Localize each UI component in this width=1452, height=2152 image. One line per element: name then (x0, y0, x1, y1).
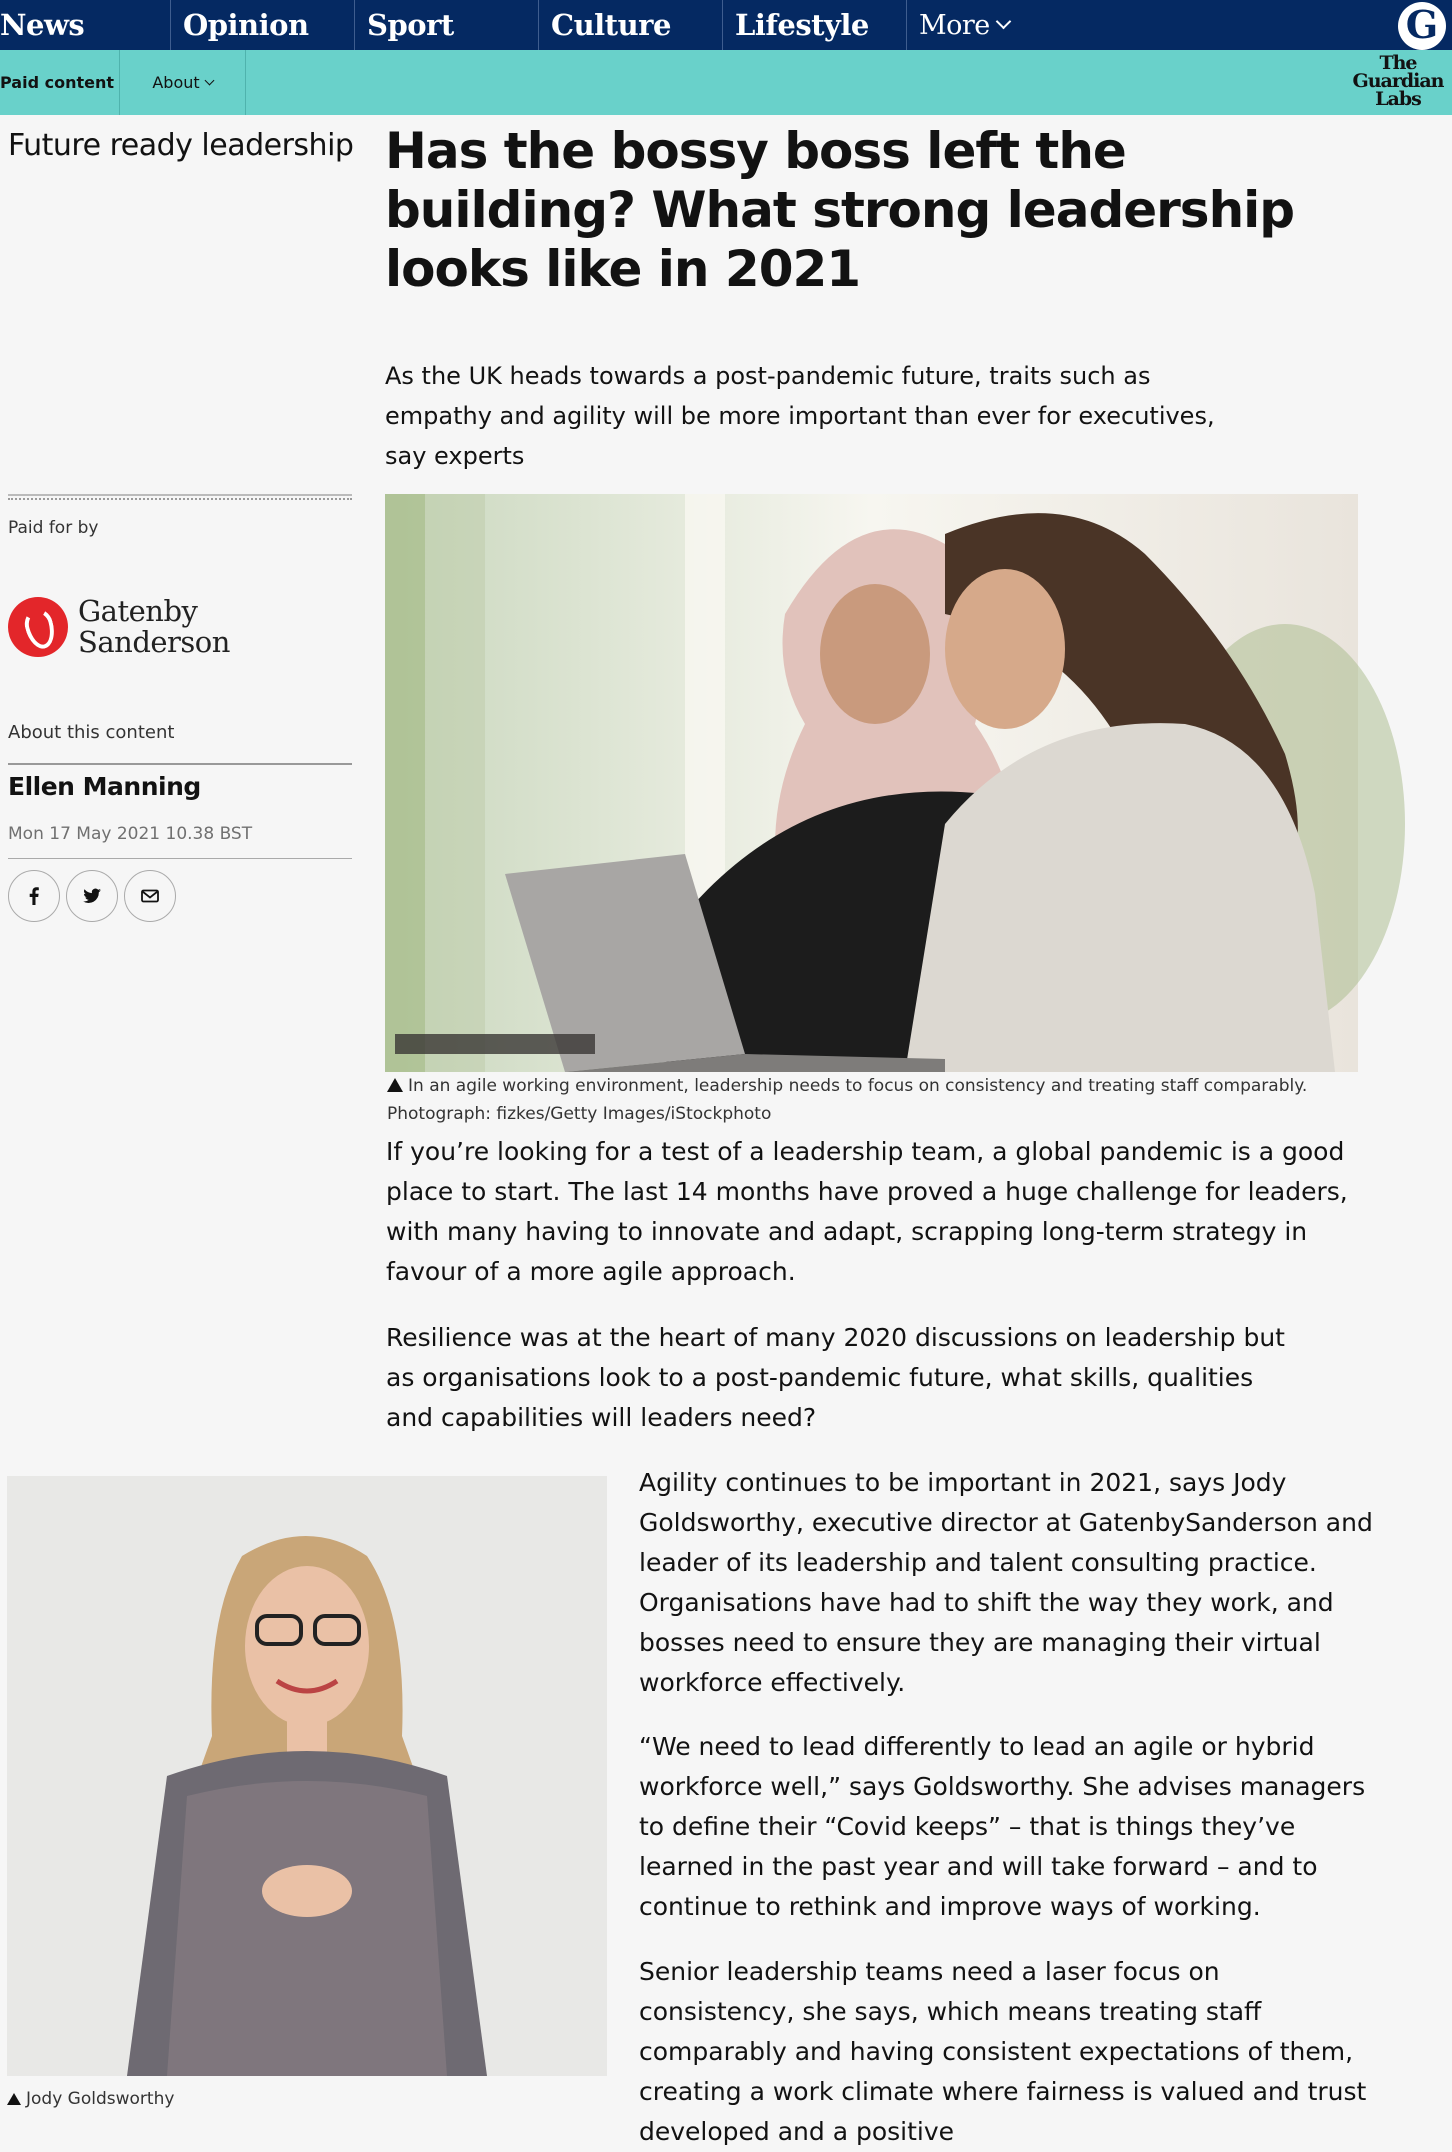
portrait-caption-text: Jody Goldsworthy (26, 2089, 175, 2109)
nav-item-lifestyle[interactable]: Lifestyle (722, 0, 906, 50)
top-nav (0, 0, 1452, 50)
paid-for-label: Paid for by (8, 518, 99, 538)
about-label: About (152, 73, 200, 92)
labs-logo-line: The (1379, 52, 1417, 74)
sponsor-name-line: Sanderson (78, 625, 230, 659)
main-image-caption (387, 1072, 1347, 1128)
twitter-icon (80, 884, 104, 908)
labs-logo-line: Guardian (1352, 70, 1444, 92)
about-this-content-link[interactable]: About this content (8, 722, 175, 743)
sponsor-mark-icon (8, 597, 68, 657)
body-paragraph: Senior leadership teams need a laser focus on consistency, she says, which means treating staff comparably and having consistent expectations of them, creating a work climate where fairness is valued and trust developed and a positive (639, 1957, 1367, 2146)
labs-logo-line: Labs (1375, 88, 1421, 110)
portrait-caption (7, 2089, 174, 2109)
guardian-logo[interactable]: G (1398, 2, 1446, 50)
article-headline: Has the bossy boss left the building? What strong leadership looks like in 2021 (385, 122, 1295, 298)
guardian-labs-logo[interactable] (1346, 54, 1450, 108)
portrait-image (7, 1476, 607, 2076)
share-facebook-button[interactable] (8, 870, 60, 922)
series-title[interactable]: Future ready leadership (8, 128, 354, 163)
main-photo-illustration (385, 494, 1358, 1072)
facebook-icon (22, 884, 46, 908)
sponsor-name (78, 596, 230, 658)
caption-triangle-icon (387, 1078, 403, 1092)
paid-content-link[interactable]: Paid content (0, 50, 120, 115)
sponsor-logo[interactable] (8, 596, 230, 658)
publish-date: Mon 17 May 2021 10.38 BST (8, 824, 253, 844)
sub-nav (0, 50, 1452, 115)
caption-triangle-icon (7, 2093, 21, 2105)
author-name[interactable]: Ellen Manning (8, 772, 201, 801)
divider (8, 858, 352, 859)
nav-item-culture[interactable]: Culture (538, 0, 722, 50)
main-article-image (385, 494, 1358, 1072)
share-email-button[interactable] (124, 870, 176, 922)
nav-more-button[interactable] (906, 0, 1066, 50)
about-dropdown[interactable] (120, 50, 246, 115)
nav-more-label: More (919, 9, 990, 41)
sponsor-name-line: Gatenby (78, 594, 198, 628)
share-twitter-button[interactable] (66, 870, 118, 922)
body-paragraph: “We need to lead differently to lead an agile or hybrid workforce well,” says Goldsworthy. She advises managers to define their “Covid keeps” – that is things they’ve learned in the past year and will take forward – and to continue to rethink and improve ways of working. (639, 1732, 1366, 1921)
divider (8, 763, 352, 765)
chevron-down-icon (204, 75, 214, 85)
chevron-down-icon (996, 13, 1012, 29)
photo-credit: Photograph: fizkes/Getty Images/iStockphoto (387, 1104, 772, 1124)
nav-item-sport[interactable]: Sport (354, 0, 538, 50)
caption-text: In an agile working environment, leadership needs to focus on consistency and treating staff comparably. (408, 1076, 1308, 1096)
body-paragraph: If you’re looking for a test of a leadership team, a global pandemic is a good place to start. The last 14 months have proved a huge challenge for leaders, with many having to innovate and adapt, scrapping long-term strategy in favour of a more agile approach. (386, 1137, 1348, 1286)
email-icon (138, 884, 162, 908)
article-standfirst: As the UK heads towards a post-pandemic future, traits such as empathy and agility will be more important than ever for executives, say experts (385, 362, 1215, 470)
body-paragraph: Resilience was at the heart of many 2020 discussions on leadership but as organisations look to a post-pandemic future, what skills, qualities and capabilities will leaders need? (386, 1323, 1285, 1432)
portrait-illustration (7, 1476, 607, 2076)
nav-item-opinion[interactable]: Opinion (170, 0, 354, 50)
nav-item-news[interactable]: News (0, 8, 85, 42)
body-paragraph: Agility continues to be important in 2021, says Jody Goldsworthy, executive director at GatenbySanderson and leader of its leadership and talent consulting practice. Organisations have had to shift the way they work, and bosses need to ensure they are managing their virtual workforce effectively. (639, 1468, 1373, 1697)
divider (8, 494, 352, 500)
